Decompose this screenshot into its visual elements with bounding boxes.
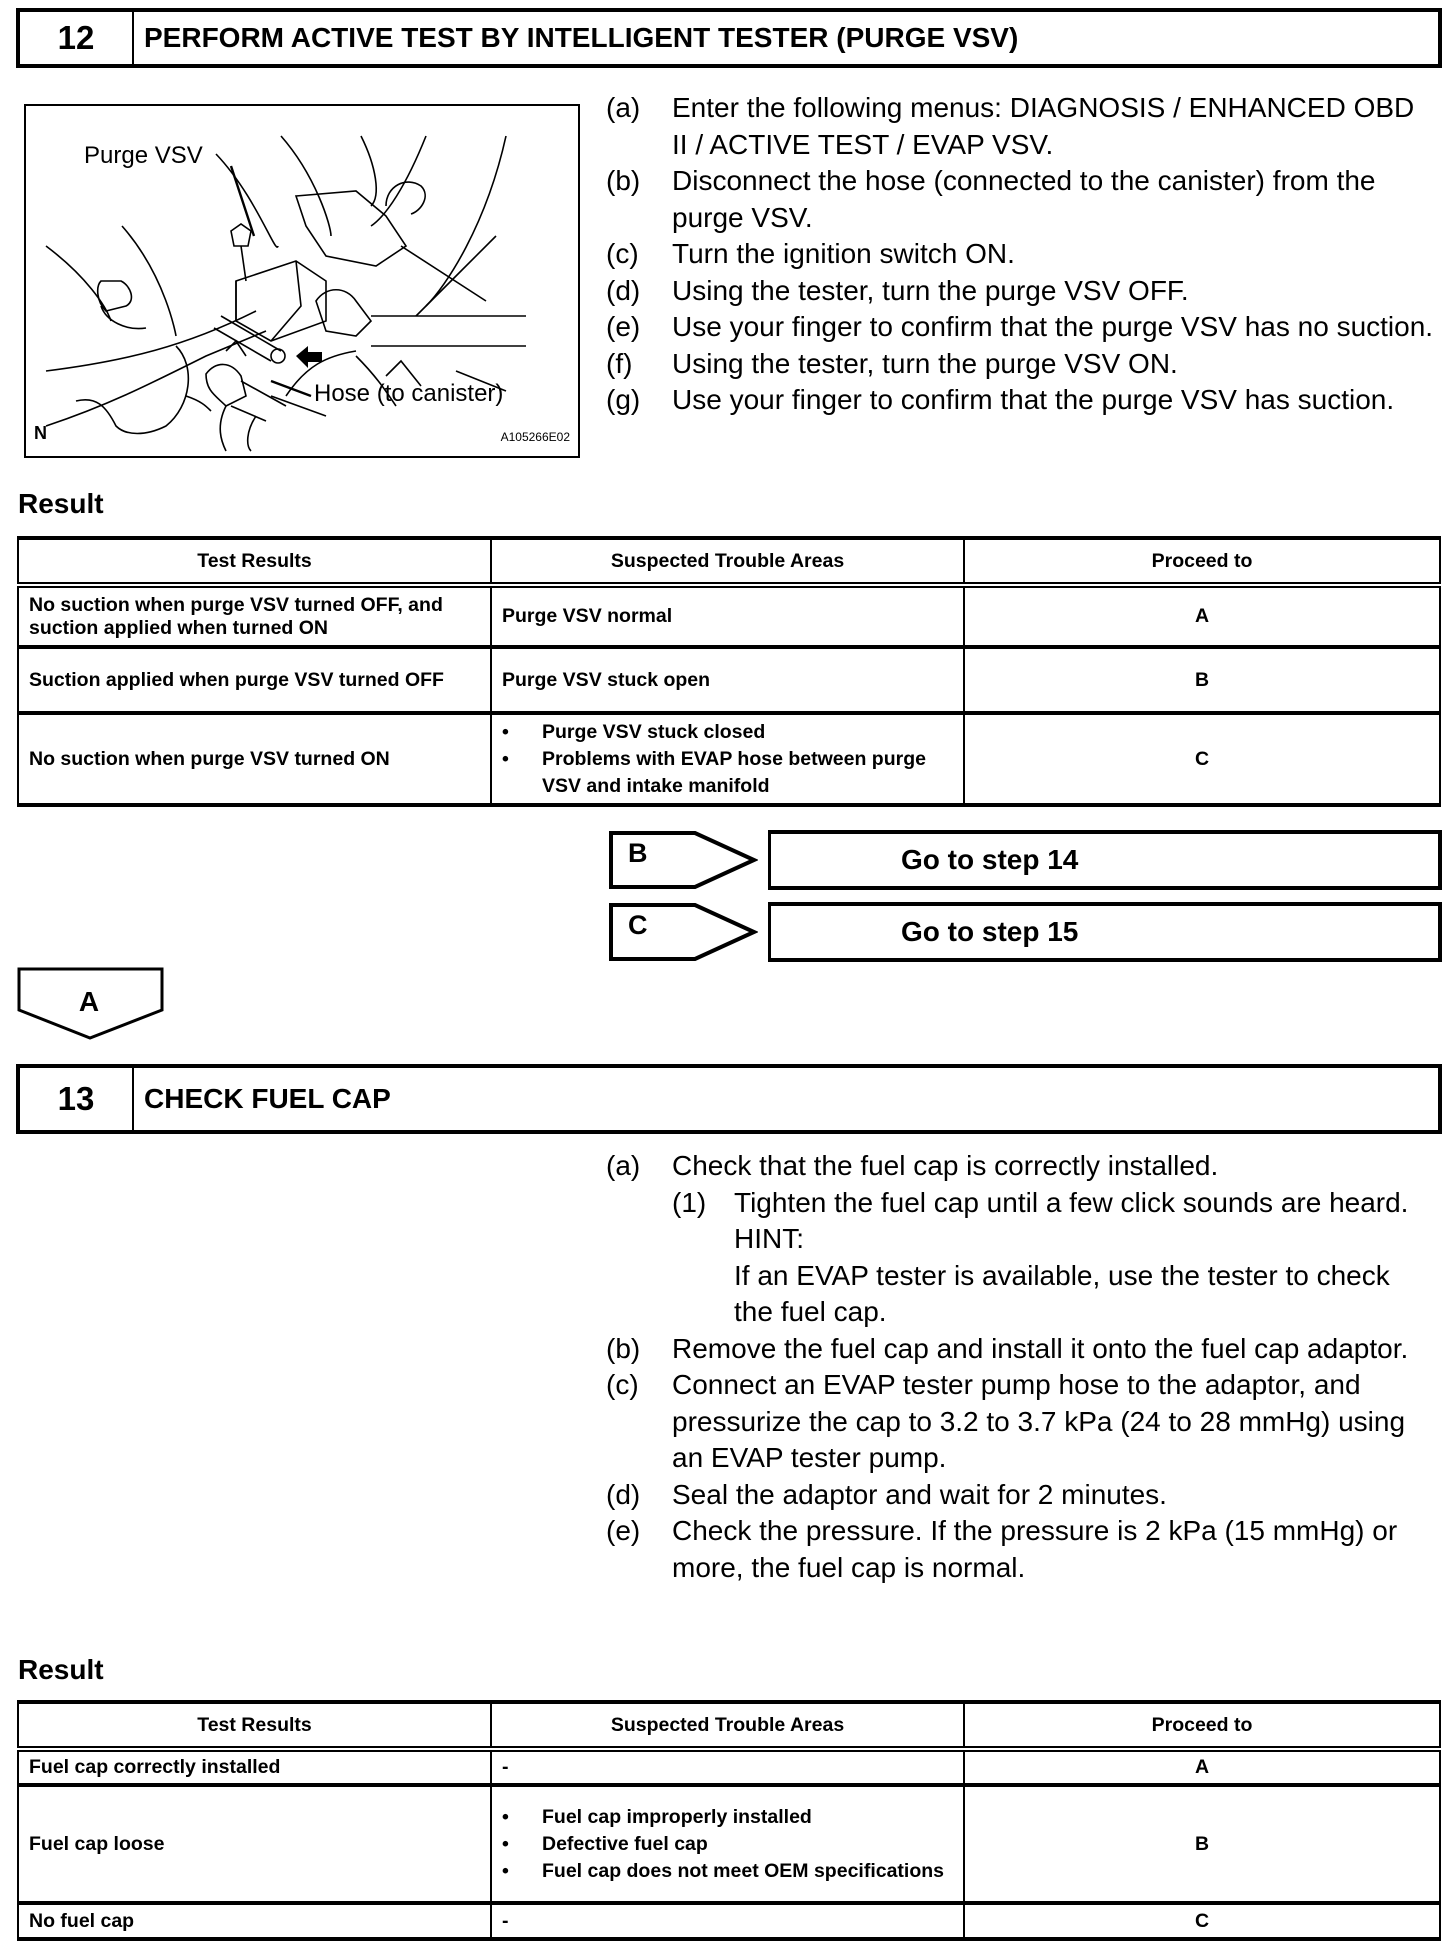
figure-id: A105266E02: [500, 430, 570, 444]
continue-a-tag[interactable]: [16, 966, 166, 1047]
column-header: Suspected Trouble Areas: [491, 1702, 964, 1749]
trouble-area-cell: -: [491, 1749, 964, 1785]
go-to-step-14-link[interactable]: Go to step 14: [768, 830, 1442, 890]
step-12-instructions: [606, 90, 1436, 419]
trouble-area-cell: Purge VSV stuck open: [491, 647, 964, 713]
instruction-c: (c) Connect an EVAP tester pump hose to the adaptor, and pressurize the cap to 3.2 to 3.7 kPa (24 to 28 mmHg) using an EVAP tester pump.: [606, 1369, 1406, 1473]
instruction-e: (e) Check the pressure. If the pressure is 2 kPa (15 mmHg) or more, the fuel cap is normal.: [606, 1515, 1398, 1583]
column-header: Proceed to: [964, 538, 1440, 585]
instruction-g: (g) Use your finger to confirm that the purge VSV has suction.: [606, 384, 1395, 415]
list-item: • Purge VSV stuck closed: [502, 719, 953, 746]
purge-vsv-illustration: [24, 104, 580, 458]
proceed-cell: A: [964, 1749, 1440, 1785]
instruction-d: (d) Seal the adaptor and wait for 2 minutes.: [606, 1478, 1167, 1510]
step-title: PERFORM ACTIVE TEST BY INTELLIGENT TESTER (PURGE VSV): [144, 22, 1019, 53]
branch-b-tag[interactable]: [608, 830, 758, 895]
purge-vsv-label: Purge VSV: [84, 142, 203, 169]
step-12-result-table: [17, 536, 1441, 807]
proceed-cell: B: [964, 647, 1440, 713]
hint-label: HINT:: [734, 1223, 804, 1254]
list-item: • Fuel cap improperly installed: [502, 1804, 953, 1831]
figure-orientation-n: N: [34, 423, 47, 443]
step-title: CHECK FUEL CAP: [144, 1083, 391, 1114]
column-header: Suspected Trouble Areas: [491, 538, 964, 585]
table-row: [18, 647, 1440, 713]
result-heading: Result: [18, 488, 104, 519]
test-result-cell: Suction applied when purge VSV turned OFF: [18, 647, 491, 713]
column-header: Proceed to: [964, 1702, 1440, 1749]
table-header-row: [18, 538, 1440, 585]
instruction-b: (b) Disconnect the hose (connected to the canister) from the purge VSV.: [606, 165, 1376, 233]
result-heading: Result: [18, 1654, 104, 1685]
trouble-area-cell: -: [491, 1903, 964, 1939]
test-result-cell: No fuel cap: [18, 1903, 491, 1939]
column-header: Test Results: [18, 538, 491, 585]
proceed-cell: B: [964, 1785, 1440, 1903]
trouble-area-cell: [491, 1785, 964, 1903]
instruction-d: (d) Using the tester, turn the purge VSV OFF.: [606, 274, 1189, 306]
step-13-result-table: [17, 1700, 1441, 1941]
branch-c-tag[interactable]: [608, 902, 758, 967]
branch-letter: A: [78, 986, 100, 1017]
proceed-cell: A: [964, 585, 1440, 647]
instruction-c: (c) Turn the ignition switch ON.: [606, 238, 1015, 269]
column-header: Test Results: [18, 1702, 491, 1749]
trouble-area-list: [502, 719, 953, 800]
step-number: 12: [20, 12, 134, 64]
instruction-a-1: (1) Tighten the fuel cap until a few click sounds are heard.: [672, 1186, 1409, 1218]
table-row: [18, 713, 1440, 805]
list-item: • Fuel cap does not meet OEM specifications: [502, 1858, 953, 1885]
step-12-header: [16, 8, 1442, 68]
proceed-cell: C: [964, 713, 1440, 805]
test-result-cell: No suction when purge VSV turned OFF, and suction applied when turned ON: [18, 585, 491, 647]
instruction-a: (a) Enter the following menus: DIAGNOSIS / ENHANCED OBD II / ACTIVE TEST / EVAP VSV.: [606, 92, 1415, 160]
proceed-cell: C: [964, 1903, 1440, 1939]
table-header-row: [18, 1702, 1440, 1749]
go-to-step-15-link[interactable]: Go to step 15: [768, 902, 1442, 962]
test-result-cell: No suction when purge VSV turned ON: [18, 713, 491, 805]
hint-text: If an EVAP tester is available, use the tester to check the fuel cap.: [734, 1259, 1390, 1327]
branch-letter: C: [628, 910, 648, 940]
list-item: • Problems with EVAP hose between purge VSV and intake manifold: [502, 746, 953, 800]
table-row: [18, 585, 1440, 647]
instruction-b: (b) Remove the fuel cap and install it onto the fuel cap adaptor.: [606, 1332, 1409, 1364]
step-13-instructions: [606, 1148, 1436, 1586]
trouble-area-cell: [491, 713, 964, 805]
instruction-e: (e) Use your finger to confirm that the purge VSV has no suction.: [606, 311, 1434, 342]
list-item: • Defective fuel cap: [502, 1831, 953, 1858]
instruction-f: (f) Using the tester, turn the purge VSV ON.: [606, 347, 1178, 379]
trouble-area-cell: Purge VSV normal: [491, 585, 964, 647]
instruction-a: (a) Check that the fuel cap is correctly installed.: [606, 1150, 1219, 1181]
test-result-cell: Fuel cap correctly installed: [18, 1749, 491, 1785]
table-row: [18, 1903, 1440, 1939]
table-row: [18, 1749, 1440, 1785]
step-number: 13: [20, 1068, 134, 1130]
test-result-cell: Fuel cap loose: [18, 1785, 491, 1903]
branch-letter: B: [628, 838, 648, 868]
hose-label: Hose (to canister): [314, 380, 504, 407]
table-row: [18, 1785, 1440, 1903]
step-13-header: [16, 1064, 1442, 1134]
trouble-area-list: [502, 1804, 953, 1885]
